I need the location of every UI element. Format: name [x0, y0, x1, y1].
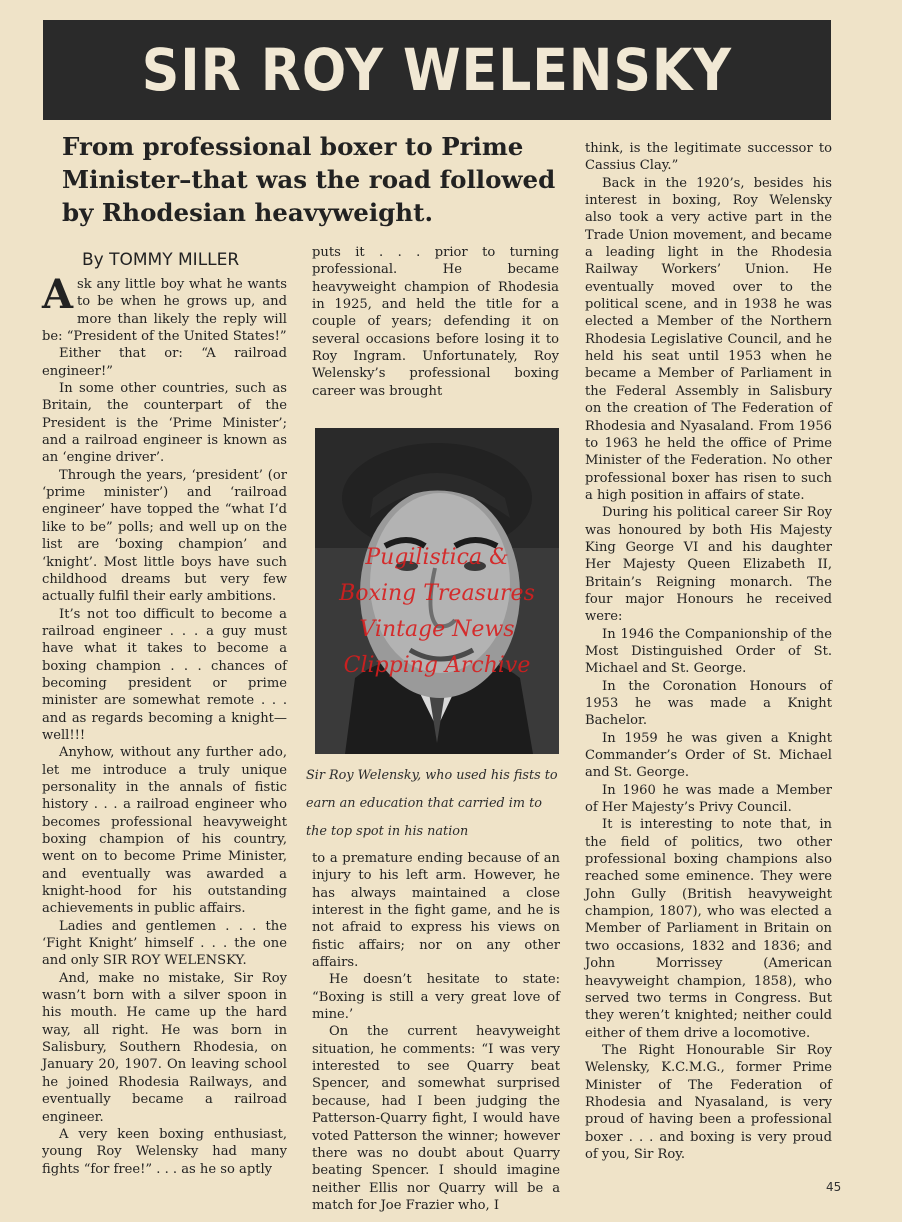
portrait-photo	[315, 428, 559, 754]
paragraph: Either that or: “A railroad engineer!”	[42, 346, 287, 379]
column-1	[42, 271, 287, 1178]
title-banner	[43, 20, 831, 120]
paragraph: In 1946 the Companionship of the Most Distinguished Order of St. Michael and St. George.	[585, 626, 832, 677]
article-title: SIR ROY WELENSKY	[141, 36, 733, 104]
paragraph: In 1959 he was given a Knight Commander’s Order of St. Michael and St. George.	[585, 730, 832, 781]
column-2-bottom	[312, 850, 560, 1214]
paragraph: Back in the 1920’s, besides his interest in boxing, Roy Welensky also took a very active part in the Trade Union movement, and became a leading light in the Rhodesia Railway Workers’ Union. He eventually moved over to the political scene, and in 1938 he was elected a Member of the Northern Rhodesia Legislative Council, and he held his seat until 1953 when he became a Member of Parliament in the Federal Assembly in Salisbury on the creation of The Federation of Rhodesia and Nyasaland. From 1956 to 1963 he held the office of Prime Minister of the Federation. No other professional boxer has risen to such a high position in affairs of state.	[585, 175, 832, 503]
paragraph: On the current heavyweight situation, he comments: “I was very interested to see Quarry beat Spencer, and somewhat surprised because, had I been judging the Patterson-Quarry fight, I would have voted Patterson the winner; however there was no doubt about Quarry beating Spencer. I should imagine neither Ellis nor Quarry will be a match for Joe Frazier who, I	[312, 1024, 560, 1213]
article-deck: From professional boxer to Prime Minister–that was the road followed by Rhodesian heavyweight.	[62, 132, 556, 227]
paragraph: He doesn’t hesitate to state: “Boxing is still a very great love of mine.’	[312, 972, 560, 1023]
watermark-line: Pugilistica &	[365, 545, 509, 570]
byline: By TOMMY MILLER	[82, 250, 240, 270]
paragraph: In 1960 he was made a Member of Her Majesty’s Privy Council.	[585, 782, 832, 816]
paragraph	[42, 271, 287, 345]
paragraph: It’s not too difficult to become a railroad engineer . . . a guy must have what it takes to become a boxing champion . . . chances of becoming president or prime minister are somewhat remote . . . and as regards becoming a knight—well!!!	[42, 606, 287, 743]
paragraph: Anyhow, without any further ado, let me introduce a truly unique personality in the annals of fistic history . . . a railroad engineer who becomes professional heavyweight boxing champion of his country, went on to become Prime Minister, and eventually was awarded a knight-hood for his outstanding achievements in public affairs.	[42, 745, 287, 917]
paragraph: Ladies and gentlemen . . . the ‘Fight Knight’ himself . . . the one and only SIR ROY WELENSKY.	[42, 918, 287, 969]
drop-cap: A	[42, 271, 74, 318]
watermark-text	[315, 540, 559, 684]
paragraph: Through the years, ‘president’ (or ‘prime minister’) and ‘railroad engineer’ have topped the “what I’d like to be” polls; and well up on the list are ‘boxing champion’ and ‘knight’. Most little boys have such childhood dreams but very few actually fulfil their early ambitions.	[42, 467, 287, 605]
watermark-line: Vintage News	[359, 617, 515, 642]
paragraph: And, make no mistake, Sir Roy wasn’t born with a silver spoon in his mouth. He came up the hard way, all right. He was born in Salisbury, Southern Rhodesia, on January 20, 1907. On leaving school he joined Rhodesia Railways, and eventually became a railroad engineer.	[42, 970, 287, 1125]
paragraph: During his political career Sir Roy was honoured by both His Majesty King George VI and his daughter Her Majesty Queen Elizabeth II, Britain’s Reigning monarch. The four major Honours he received were:	[585, 505, 832, 625]
watermark-line: Clipping Archive	[343, 653, 531, 678]
photo-caption: Sir Roy Welensky, who used his fists to earn an education that carried im to the top spot in his nation	[306, 768, 558, 839]
column-2-top	[312, 244, 559, 400]
paragraph: In some other countries, such as Britain, the counterpart of the President is the ‘Prime Minister’; and a railroad engineer is known as an ‘engine driver’.	[42, 381, 287, 466]
paragraph: think, is the legitimate successor to Cassius Clay.”	[585, 141, 832, 174]
paragraph: The Right Honourable Sir Roy Welensky, K.C.M.G., former Prime Minister of The Federation of Rhodesia and Nyasaland, is very proud of having been a professional boxer . . . and boxing is very proud of you, Sir Roy.	[585, 1042, 832, 1162]
paragraph: In the Coronation Honours of 1953 he was made a Knight Bachelor.	[585, 678, 832, 729]
paragraph: It is interesting to note that, in the field of politics, two other professional boxing champions also reached some eminence. They were John Gully (British heavyweight champion, 1807), who was elected a Member of Parliament in Britain on two occasions, 1832 and 1836; and John Morrissey (American heavyweight champion, 1858), who served two terms in Congress. But they weren’t knighted; neither could either of them drive a locomotive.	[585, 817, 832, 1041]
paragraph: puts it . . . prior to turning professional. He became heavyweight champion of Rhodesia in 1925, and held the title for a couple of years; defending it on several occasions before losing it to Roy Ingram. Unfortunately, Roy Welensky’s professional boxing career was brought	[312, 245, 559, 399]
paragraph-text: sk any little boy what he wants to be when he grows up, and more than likely the reply will be: “President of the United States!”	[42, 277, 287, 345]
paragraph: to a premature ending because of an injury to his left arm. However, he has always maintained a close interest in the fight game, and he is not afraid to express his views on fistic affairs; nor on any other affairs.	[312, 851, 560, 971]
page-number: 45	[826, 1180, 842, 1194]
watermark-line: Boxing Treasures	[339, 581, 535, 606]
column-3	[585, 140, 832, 1163]
paragraph: A very keen boxing enthusiast, young Roy Welensky had many fights “for free!” . . . as he so aptly	[42, 1126, 287, 1177]
